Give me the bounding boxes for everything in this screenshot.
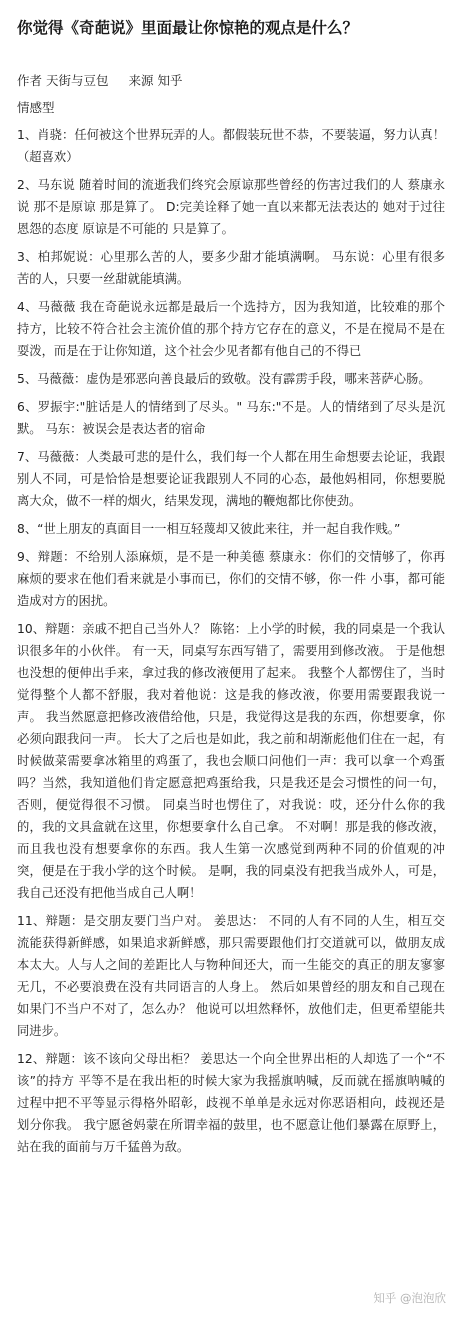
article-title: 你觉得《奇葩说》里面最让你惊艳的观点是什么？ — [17, 19, 359, 37]
quote-item-10: 10、辩题：亲戚不把自己当外人？ 陈铭：上小学的时候，我的同桌是一个我认识很多年的小伙伴。 有一天，同桌写东西写错了，需要用到修改液。 于是他想也没想的便伸出手来，拿过我的修改液便用了起来。 我整个人都愣住了，当时觉得整个人都不舒服，我对着他说：这是我的修改液，你要用需要跟我说一声。 我当然愿意把修改液借给他，只是，我觉得这是我的东西，你想要拿，你必须向跟我问一声。 长大了之后也是如此，我之前和胡渐彪他们住在一起，有时候做菜需要拿冰箱里的鸡蛋了，我也会顺口问他们一声：我可以拿一个鸡蛋吗？当然，我知道他们肯定愿意把鸡蛋给我，只是我还是会习惯性的问一句，否则，便觉得很不习惯。 同桌当时也愣住了，对我说：哎，还分什么你的我的，我的文具盒就在这里，你想要拿什么自己拿。 不对啊！那是我的修改液，而且我也没有想要拿你的东西。我人生第一次感觉到两种不同的价值观的冲突，便是在于我小学的这个时候。 是啊，我的同桌没有把我当成外人，可是，我自己还没有把他当成自己人啊！ — [17, 622, 445, 900]
source-text: 来源 知乎 — [128, 73, 183, 88]
quote-item-7: 7、马薇薇：人类最可悲的是什么，我们每一个人都在用生命想要去论证，我跟别人不同，可是恰恰是想要论证我跟别人不同的心态，最他妈相同，你想要脱离大众，做不一样的烟火，结果发现，满地的鞭炮都比你使劲。 — [17, 450, 445, 508]
quote-item-12: 12、辩题：该不该向父母出柜？ 姜思达一个向全世界出柜的人却选了一个“不该”的持方 平等不是在我出柜的时候大家为我摇旗呐喊，反而就在摇旗呐喊的过程中把不平等显示得格外昭彰，歧视不单单是永远对你恶语相向，歧视还是划分你我。 我宁愿爸妈蒙在所谓幸福的鼓里，也不愿意让他们暴露在原野上，站在我的面前与万千猛兽为敌。 — [17, 1052, 445, 1154]
quote-item-3: 3、柏邦妮说：心里那么苦的人，要多少甜才能填满啊。 马东说：心里有很多苦的人，只要一丝甜就能填满。 — [17, 250, 445, 286]
quote-item-2: 2、马东说 随着时间的流逝我们终究会原谅那些曾经的伤害过我们的人 蔡康永说 那不是原谅 那是算了。 D:完美诠释了她一直以来都无法表达的 她对于过往恩怨的态度 原谅是不可能的 只是算了。 — [17, 178, 445, 236]
article-meta — [17, 71, 182, 91]
quote-item-8: 8、“世上朋友的真面目一一相互轻蔑却又彼此来往，并一起自我作贱。” — [17, 522, 401, 536]
quote-item-6: 6、罗振宇:"脏话是人的情绪到了尽头。" 马东:"不是。人的情绪到了尽头是沉默。 马东：被误会是表达者的宿命 — [17, 400, 445, 436]
quote-item-5: 5、马薇薇：虚伪是邪恶向善良最后的致敬。没有霹雳手段，哪来菩萨心肠。 — [17, 372, 431, 386]
quote-item-11: 11、辩题：是交朋友要门当户对。 姜思达： 不同的人有不同的人生，相互交流能获得新鲜感，如果追求新鲜感，那只需要跟他们打交道就可以，做朋友成本太大。人与人之间的差距比人与物种间还大，而一生能交的真正的朋友寥寥无几，不必要浪费在没有共同语言的人身上。 然后如果曾经的朋友和自己现在如果门不当户不对了，怎么办？ 他说可以坦然释怀，放他们走，但更希望能共同进步。 — [17, 914, 445, 1038]
author-text: 作者 天街与豆包 — [17, 73, 109, 88]
quote-item-1: 1、肖骁：任何被这个世界玩弄的人。都假装玩世不恭，不要装逼，努力认真！（超喜欢） — [17, 128, 445, 164]
quote-list — [17, 124, 445, 1164]
zhihu-watermark: 知乎 @泡泡欣 — [373, 1291, 446, 1305]
quote-item-4: 4、马薇薇 我在奇葩说永远都是最后一个选持方，因为我知道，比较难的那个持方，比较不符合社会主流价值的那个持方它存在的意义，不是在搅局不是在耍泼，而是在于让你知道，这个社会少见者都有他自己的不得已 — [17, 300, 445, 358]
category-label: 情感型 — [17, 100, 55, 115]
quote-item-9: 9、辩题：不给别人添麻烦，是不是一种美德 蔡康永：你们的交情够了，你再麻烦的要求在他们看来就是小事而已，你们的交情不够，你一件 小事，都可能造成对方的困扰。 — [17, 550, 445, 608]
